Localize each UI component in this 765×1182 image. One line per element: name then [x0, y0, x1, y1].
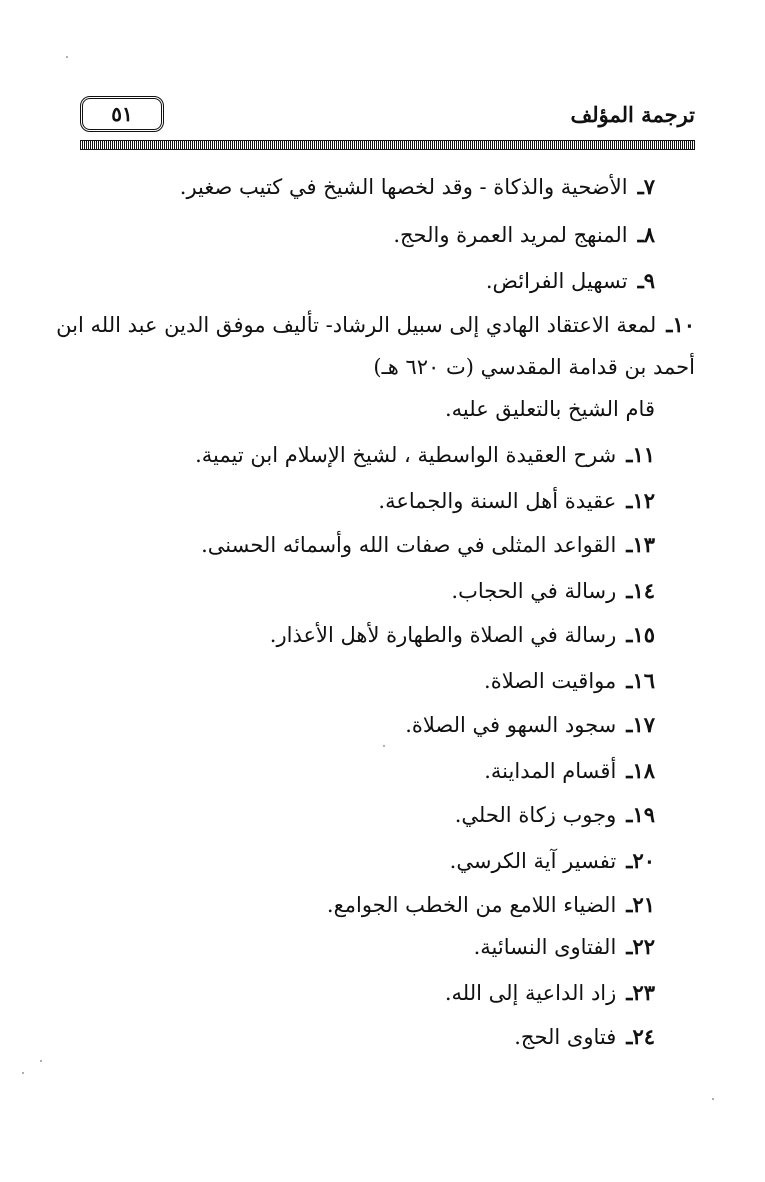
item-number: ٢٢ـ: [626, 934, 655, 959]
item-number: ١٥ـ: [626, 622, 655, 647]
item-number: ٢٤ـ: [626, 1024, 655, 1049]
item-number: ١٣ـ: [626, 532, 655, 557]
page-number: ٥١: [80, 96, 164, 132]
list-item: [486, 266, 655, 296]
item-text: شرح العقيدة الواسطية ، لشيخ الإسلام ابن تيمية.: [195, 443, 617, 467]
list-item: [445, 978, 655, 1008]
item-number: ١١ـ: [626, 442, 655, 467]
list-item: [378, 486, 655, 516]
list-item: [484, 666, 655, 696]
list-item: [393, 220, 655, 250]
list-item: [195, 440, 655, 470]
list-item: [327, 890, 655, 920]
item-text: القواعد المثلى في صفات الله وأسمائه الحسنى.: [201, 533, 617, 557]
list-item: [56, 310, 695, 340]
item-text: عقيدة أهل السنة والجماعة.: [378, 489, 617, 513]
item-number: ١٤ـ: [626, 578, 655, 603]
item-number: ١٦ـ: [626, 668, 655, 693]
list-item-continuation: [373, 352, 695, 382]
list-item: [514, 1022, 655, 1052]
item-number: ١٨ـ: [626, 758, 655, 783]
item-number: ٧ـ: [637, 174, 655, 199]
list-item: [270, 620, 655, 650]
item-text: رسالة في الصلاة والطهارة لأهل الأعذار.: [269, 623, 617, 647]
item-text: تسهيل الفرائض.: [485, 269, 628, 293]
list-item: [484, 756, 655, 786]
item-number: ٨ـ: [637, 222, 655, 247]
list-item: [405, 710, 655, 740]
item-number: ٢٣ـ: [626, 980, 655, 1005]
scan-speck: [712, 1098, 714, 1100]
list-item: [450, 846, 655, 876]
scan-speck: [66, 56, 68, 58]
item-text: الأضحية والذكاة - وقد لخصها الشيخ في كتيب صغير.: [179, 175, 628, 199]
scan-speck: [22, 1072, 24, 1074]
item-number: ١٠ـ: [666, 312, 695, 337]
scan-speck: [40, 1060, 42, 1062]
item-text: وجوب زكاة الحلي.: [454, 803, 617, 827]
item-text: الضياء اللامع من الخطب الجوامع.: [326, 893, 617, 917]
item-text: رسالة في الحجاب.: [451, 579, 617, 603]
list-item: [455, 800, 655, 830]
item-text: قام الشيخ بالتعليق عليه.: [445, 397, 655, 421]
note-line: [445, 394, 655, 424]
list-item: [474, 932, 655, 962]
item-number: ١٢ـ: [626, 488, 655, 513]
item-text: المنهج لمريد العمرة والحج.: [393, 223, 628, 247]
scan-speck: [383, 745, 385, 747]
list-item: [451, 576, 655, 606]
list-item: [180, 172, 655, 202]
running-head: ترجمة المؤلف: [570, 102, 695, 127]
item-number: ١٩ـ: [626, 802, 655, 827]
item-text: أقسام المداينة.: [484, 759, 617, 783]
item-text: مواقيت الصلاة.: [484, 669, 617, 693]
item-text: زاد الداعية إلى الله.: [444, 981, 617, 1005]
item-text: الفتاوى النسائية.: [473, 935, 617, 959]
item-text: تفسير آية الكرسي.: [449, 849, 617, 873]
item-text: لمعة الاعتقاد الهادي إلى سبيل الرشاد- تأليف موفق الدين عبد الله ابن: [56, 313, 657, 337]
item-number: ٢٠ـ: [626, 848, 655, 873]
item-text: فتاوى الحج.: [514, 1025, 617, 1049]
item-number: ٢١ـ: [626, 892, 655, 917]
item-text: سجود السهو في الصلاة.: [405, 713, 617, 737]
item-text: أحمد بن قدامة المقدسي (ت ٦٢٠ هـ): [373, 355, 695, 379]
item-number: ٩ـ: [637, 268, 655, 293]
item-number: ١٧ـ: [626, 712, 655, 737]
list-item: [201, 530, 655, 560]
